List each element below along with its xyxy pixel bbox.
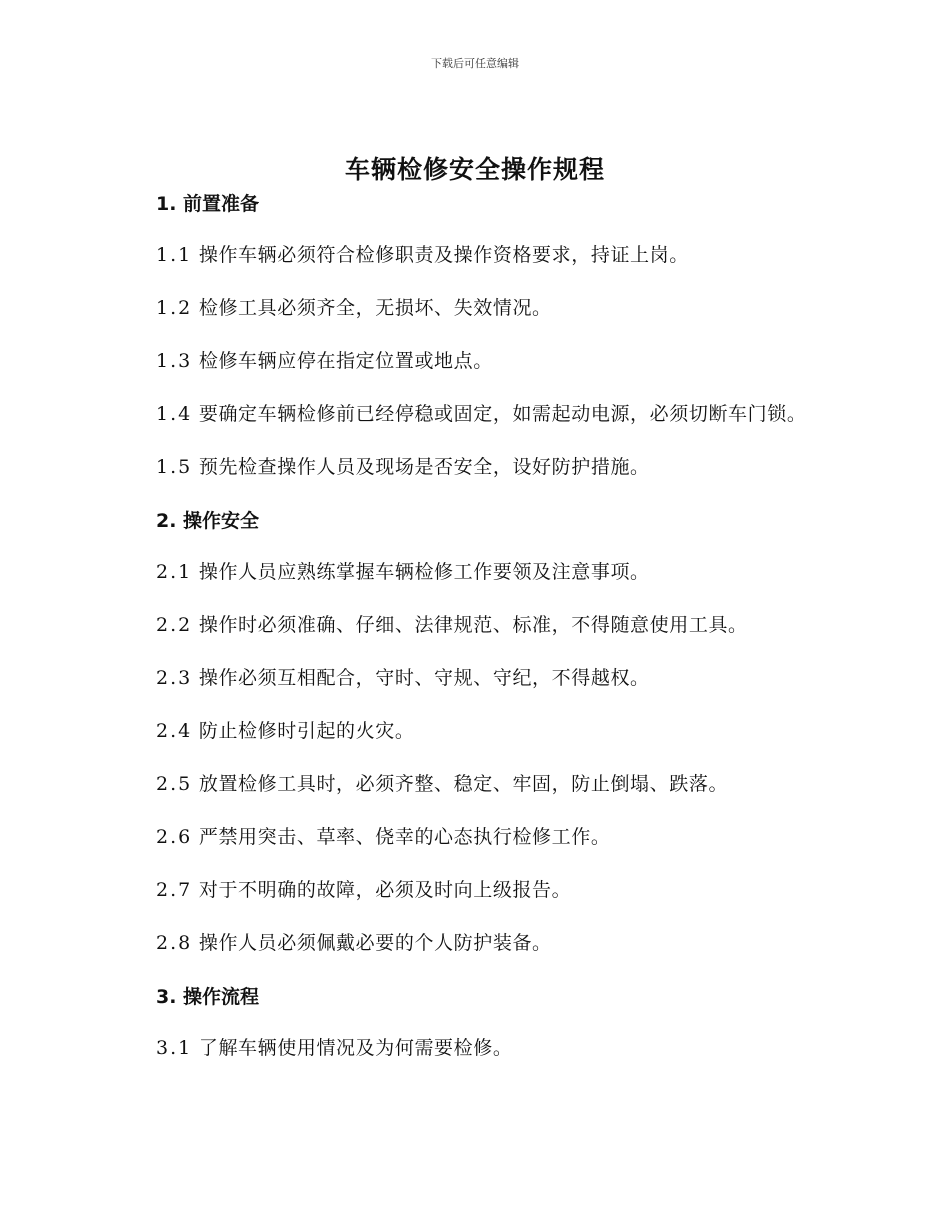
item-number: 2.7	[156, 879, 193, 901]
list-item	[114, 926, 834, 979]
document-body	[114, 186, 834, 1084]
item-number: 1.5	[156, 456, 193, 478]
item-text: 操作人员必须佩戴必要的个人防护装备。	[198, 932, 552, 954]
item-number: 3.1	[156, 1037, 193, 1059]
item-number: 2.4	[156, 720, 193, 742]
list-item	[114, 344, 834, 397]
item-text: 检修车辆应停在指定位置或地点。	[198, 350, 493, 372]
item-text: 操作车辆必须符合检修职责及操作资格要求，持证上岗。	[198, 244, 689, 266]
section-heading: 3. 操作流程	[156, 986, 260, 1008]
list-item	[114, 555, 834, 608]
item-number: 2.2	[156, 614, 193, 636]
item-number: 1.2	[156, 297, 193, 319]
item-text: 操作人员应熟练掌握车辆检修工作要领及注意事项。	[198, 561, 650, 583]
list-item	[114, 767, 834, 820]
item-number: 2.1	[156, 561, 193, 583]
item-number: 2.3	[156, 667, 193, 689]
item-text: 操作必须互相配合，守时、守规、守纪，不得越权。	[198, 667, 650, 689]
list-item	[114, 608, 834, 661]
item-number: 1.3	[156, 350, 193, 372]
item-number: 1.1	[156, 244, 193, 266]
item-text: 检修工具必须齐全，无损坏、失效情况。	[198, 297, 552, 319]
list-item	[114, 661, 834, 714]
list-item	[114, 873, 834, 926]
page-header: 下载后可任意编辑	[431, 57, 519, 70]
section-preparation	[114, 186, 834, 503]
item-text: 防止检修时引起的火灾。	[198, 720, 415, 742]
section-operation-process	[114, 979, 834, 1084]
item-text: 对于不明确的故障，必须及时向上级报告。	[198, 879, 572, 901]
item-number: 2.5	[156, 773, 193, 795]
item-text: 操作时必须准确、仔细、法律规范、标准，不得随意使用工具。	[198, 614, 748, 636]
section-heading: 1. 前置准备	[156, 193, 260, 215]
section-operation-safety	[114, 503, 834, 979]
item-text: 预先检查操作人员及现场是否安全，设好防护措施。	[198, 456, 650, 478]
item-text: 严禁用突击、草率、侥幸的心态执行检修工作。	[198, 826, 611, 848]
list-item	[114, 820, 834, 873]
item-text: 要确定车辆检修前已经停稳或固定，如需起动电源，必须切断车门锁。	[198, 403, 807, 425]
list-item	[114, 397, 834, 450]
item-number: 2.8	[156, 932, 193, 954]
item-text: 放置检修工具时，必须齐整、稳定、牢固，防止倒塌、跌落。	[198, 773, 729, 795]
list-item	[114, 238, 834, 291]
list-item	[114, 1031, 834, 1084]
document-title: 车辆检修安全操作规程	[344, 155, 605, 184]
section-heading: 2. 操作安全	[156, 510, 260, 532]
list-item	[114, 291, 834, 344]
item-number: 2.6	[156, 826, 193, 848]
item-text: 了解车辆使用情况及为何需要检修。	[198, 1037, 513, 1059]
list-item	[114, 714, 834, 767]
item-number: 1.4	[156, 403, 193, 425]
list-item	[114, 450, 834, 503]
